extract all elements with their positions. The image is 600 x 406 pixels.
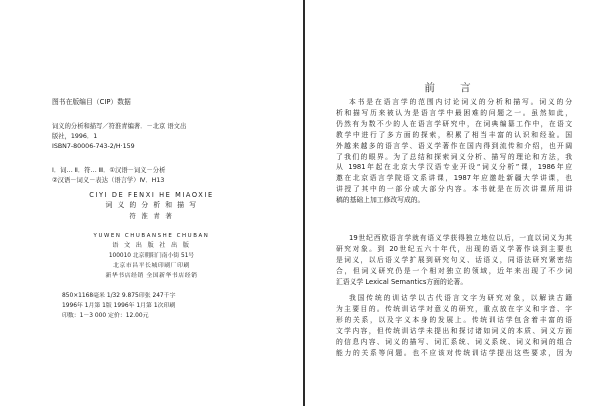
publisher-pinyin: YUWEN CHUBANSHE CHUBAN — [93, 233, 210, 239]
cip-line: 版社，1996．1 — [52, 133, 98, 140]
text-line: 讲授了其中的一部分或大部分内容。本书就是在历次讲课所用讲 — [336, 185, 572, 194]
book-title-pinyin: CIYI DE FENXI HE MIAOXIE — [89, 191, 214, 199]
text-line: 了我们的眼界。为了总结和探索词义分析、描写的理论和方法，我 — [336, 152, 572, 161]
text-line: 的信息内容、词义的描写、词汇系统、词义系统、词义和词的组合 — [336, 337, 572, 346]
preface-page — [306, 0, 600, 406]
printer: 北京市昌平长城印刷厂印刷 — [113, 263, 190, 269]
spec-line: 印数：1－3 000 定价：12.00元 — [62, 313, 149, 319]
text-line: 稿的基础上加工修改写成的。 — [336, 196, 425, 205]
text-line: 文学内容，但传统训诂学未提出和探讨诸如词义的本质、词义方面 — [336, 326, 572, 335]
text-line: 19世纪西欧语言学就有语义学获得独立地位以后，一直以词义为其 — [349, 234, 572, 242]
text-line: 是词义，以后语义学扩展到研究句义、话语义，同语法研究紧密结 — [336, 255, 572, 264]
text-line: 外越来越多的语言学、语义学著作在国内得到流传和介绍，也开阔 — [336, 141, 572, 150]
text-line: 合，但词义研究仍是一个相对独立的领域，近年来出现了不少词 — [336, 266, 572, 275]
spec-line: 1996年 1月第 1版 1996年 1月第 1次印刷 — [62, 303, 176, 309]
spec-line: 850×1168毫米 1/32 9.875印张 247千字 — [62, 293, 176, 299]
text-line: 教学中进行了多方面的探索，积累了相当丰富的认识和经验。国 — [336, 130, 572, 139]
text-line: 本书是在语言学的范围内讨论词义的分析和描写。词义的分 — [349, 98, 572, 106]
text-line: 能力的关系等问题。也不应该对传统训诂学提出这些要求，因为 — [336, 348, 572, 357]
author: 符 淮 青 著 — [129, 212, 174, 220]
text-line: 我国传统的训诂学以古代语言文字为研究对象，以解读古籍 — [349, 294, 572, 302]
distributor: 新华书店经销 全国新华书店经销 — [105, 273, 198, 279]
text-line: 汇语义学 Lexical Semantics方面的论著。 — [336, 277, 468, 286]
preface-heading: 前 言 — [424, 82, 482, 94]
publisher-address: 100010 北京朝阳门南小街 51号 — [108, 253, 195, 259]
text-line: 邀在北京语言学院语文系讲课，1987年应邀赴新疆大学讲课，也 — [336, 174, 572, 183]
preface-paragraph — [336, 293, 572, 358]
page-divider — [303, 0, 305, 406]
text-line: 形的关系，以及字义本身的发展上。传统训诂学包含着丰富的语 — [336, 315, 572, 324]
text-line: 为主要目的。传统训诂学对意义的研究，重点放在字义和字音、字 — [336, 304, 572, 313]
text-line: 研究对象。到 20世纪五六十年代，出现的语义学著作谈到主要也 — [336, 244, 572, 253]
preface-paragraph — [336, 97, 572, 206]
cip-title: 图书在版编目（CIP）数据 — [52, 98, 131, 106]
text-line: 析和描写历来被认为是语言学中最困难的问题之一。虽然如此， — [336, 108, 572, 117]
publisher-name: 语 文 出 版 社 出 版 — [112, 242, 191, 249]
cip-line: 词义的分析和描写／符淮青编著．－北京 语文出 — [52, 123, 187, 130]
text-line: 仍然有为数不少的人在语言学研究中，在词典编纂工作中，在语文 — [336, 119, 572, 128]
isbn-line: ISBN7-80006-743-2/H·159 — [52, 143, 135, 150]
text-line: 从 1981年起在北京大学汉语专业开设“词义分析”课，1986年应 — [336, 163, 572, 172]
classification-line: ②汉语－词义－表达（语言学）Ⅳ．H13 — [52, 177, 165, 184]
classification-line: Ⅰ．词… Ⅱ．符… Ⅲ．①汉语－词义－分析 — [52, 167, 166, 174]
preface-paragraph — [336, 233, 572, 288]
book-title: 词 义 的 分 析 和 描 写 — [105, 201, 198, 209]
